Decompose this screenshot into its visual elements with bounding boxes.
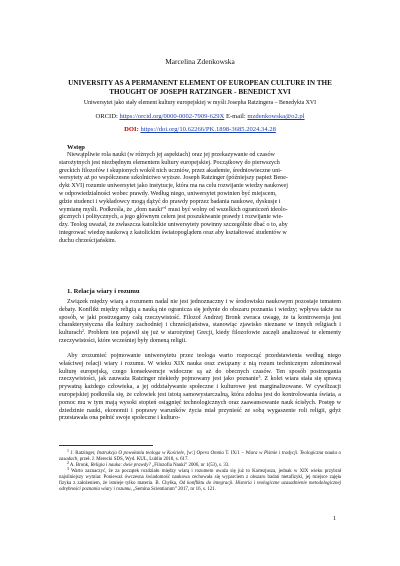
intro-line: w odpowiedzialności wobec prawdy. Według niego, uniwersytet powinien być miejscem, xyxy=(59,190,277,197)
footnotes xyxy=(59,451,341,493)
section-1-paragraph-2 xyxy=(59,353,341,423)
paragraph-text: . Z kolei wiara stała się sprawą prywatną każdego człowieka, a jej oddziaływanie społeczne i kulturowe jest marginalizowane. W cywilizacji europejskiej podkreśla się, że człowiek jest istotą samowystarczalną, która zdolna jest do kontrolowania świata, a pomoc mu w tym mają wysoki stopień osiągnięć technologicznych oraz zaawansowanie nauk ścisłych. Postęp w dziedzinie nauki, ekonomii i poprawy warunków życia miał przynieść ze sobą wygaszenie roli religii, gdyż przestawała ona pełnić swoje społeczne i kulturo- xyxy=(59,376,341,422)
intro-line: gicznych i politycznych, a jego głównym celem jest poszukiwanie prawdy i rozwijanie wie- xyxy=(59,214,284,221)
orcid-link[interactable]: https://orcid.org/0000-0002-7909-629X xyxy=(119,113,225,120)
footnote-mark: 1 xyxy=(67,449,69,453)
footnote-text: A. Bronk, xyxy=(68,463,91,468)
footnote-text: , [w:] xyxy=(183,451,197,456)
footnote-3 xyxy=(59,469,341,493)
intro-line: dzy. Teolog uważał, że zwłaszcza katolickie uniwersytety powinny szczególnie dbać o to, aby xyxy=(59,222,288,229)
title-line-1: UNIVERSITY AS A PERMANENT ELEMENT OF EUROPEAN CULTURE IN THE xyxy=(68,79,332,87)
intro-paragraph xyxy=(59,152,341,246)
title-line-2: THOUGHT OF JOSEPH RATZINGER - BENEDICT XVI xyxy=(109,88,291,96)
footnote-divider xyxy=(59,445,153,446)
intro-line: dykt XVI) rozumie uniwersytet jako instytucje, która ma na celu rozwijanie wiedzy naukowej xyxy=(59,183,288,190)
footnote-text: , „Semina Scientiarum” 2017, nr 16, s. 121. xyxy=(130,487,216,492)
footnote-italic: Instrukcja O powołaniu teologa w Kościele xyxy=(96,451,184,456)
intro-heading: Wstęp xyxy=(67,144,85,151)
footnote-italic: Opera Omnia xyxy=(196,451,224,456)
doi-label: DOI: xyxy=(124,126,139,133)
intro-line: duchu chrześcijańskim. xyxy=(59,237,117,244)
section-1-heading: 1. Relacja wiary i rozumu xyxy=(67,288,140,295)
intro-line: wersytety aż po współczesne szkolnictwo wyższe. Joseph Ratzinger (późniejszy papież Bene- xyxy=(59,175,288,182)
footnote-text: J. Ratzinger, xyxy=(68,451,97,456)
footnote-mark: 3 xyxy=(67,467,69,471)
footnote-ref-2[interactable]: 2 xyxy=(82,329,84,334)
paper-subtitle: Uniwersytet jako stały element kultury europejskiej w myśli Josepha Ratzingera – Benedykta XVI xyxy=(83,100,317,106)
footnote-text: T. IX/1 – xyxy=(223,451,246,456)
intro-line: musi być wolny od wszelkich ograniczeń ideolo- xyxy=(166,206,288,213)
paragraph-text: Aby zrozumieć pojmowanie uniwersytetu przez teologa warto rozpocząć przedstawienia według niego właściwej relacji wiary i rozumu. W wieku XIX nauka oraz związany z nią rozum technicznym zdominował kulturę europejską, czego konsekwencje widoczne są aż do obecnych czasów. Ten sposób postrzegania rzeczywistości, jak zauważa Ratzinger niekiedy pojmowany jest jako poznanie xyxy=(59,353,341,383)
orcid-email-line xyxy=(0,113,400,120)
footnote-1 xyxy=(59,451,341,463)
footnote-italic: Od konfliktu do integracji. Historia i teologiczne uzasadnienie metodologicznej odrębności poznania wiary i rozumu xyxy=(59,481,341,492)
paper-title xyxy=(44,79,356,97)
footnote-italic: Religia i nauka: dwie prawdy? xyxy=(90,463,151,468)
footnote-ref-3[interactable]: 3 xyxy=(258,375,261,380)
section-1-paragraph-1 xyxy=(59,299,341,346)
intro-line: Niewątpliwie rola nauki (w różnych jej aspektach) oraz jej przekazywanie od czasów xyxy=(67,152,275,158)
page-number: 1 xyxy=(333,515,337,522)
doi-link[interactable]: https://doi.org/10.62266/PK.1898-3685.2024.34.28 xyxy=(140,126,276,133)
intro-line: gdzie studenci i wykładowcy mogą dążyć do prawdy poprzez badania naukowe, dyskusje i xyxy=(59,198,281,205)
paragraph-text: Związek między wiarą a rozumem nadal nie jest jednoznaczny i w środowisku naukowym pozostaje tematem debaty. Konflikt między religią a nauką nie ogranicza się jedynie do obszaru poznania i wiedzy; wpływa także na sposób, w jaki postrzegamy całą rzeczywistość. Filozof Andrzej Bronk zwraca uwagę, że ta kontrowersja jest charakterystyczna dla kultury zachodniej i chrześcijaństwa, stanowiąc zjawisko nieznane w innych religiach i kulturach xyxy=(59,299,341,337)
footnote-text: , przeł. J. Merecki SDS, Wyd. KUL, Lublin 2018, s. 617. xyxy=(77,457,189,462)
email-label: E-mail: xyxy=(225,113,246,120)
footnote-text: „Filozofia Nauki” 2006, nr 1(53), s. 33. xyxy=(150,463,230,468)
orcid-label: ORCID: xyxy=(95,113,118,120)
intro-line: greckich filozofów i skupionych wokół nich uczniów, przez akademie, średniowieczne uni- xyxy=(59,167,282,174)
intro-line-with-footnote xyxy=(59,207,341,215)
email-link[interactable]: mzdenkowska@o2.pl xyxy=(247,113,305,120)
intro-line: wymianę myśli. Podkreśla, że „dom nauki” xyxy=(59,206,165,213)
footnote-italic: Wiara w Piśmie i tradycji. Teologiczna nauka o zasadach xyxy=(59,451,341,462)
paragraph-text: . Problem ten pojawił się już w starożytnej Grecji, kiedy filozofowie zaczęli analizować te elementy rzeczywistości, które wcześniej były domeną religii. xyxy=(59,330,341,344)
footnote-ref-1[interactable]: 1 xyxy=(164,205,167,210)
doi-line xyxy=(0,126,400,133)
footnote-text: Warto zaznaczyć, że za początek rozdziału między wiarą i rozumem uważa się już to Kartezjusza, jednak w XIX wieku przybrał najsilniejszy wymiar. Ponieważ ówczesna świadomość naukowa cechowała się wyparciem z obszaru badań metafizyki, jej miejsce zajęła fizyka z założeniem, że istnieje tylko materia. B. Chyłka, xyxy=(59,469,341,486)
intro-line: starożytnych jest niezbędnym elementem kultury europejskiej. Początkowy do pierwszych xyxy=(59,159,280,166)
footnote-mark: 2 xyxy=(67,461,69,465)
author-name: Marcelina Zdenkowska xyxy=(165,57,235,66)
intro-line: integrować wiedzę naukową z katolickim światopoglądem oraz aby kształtować studentów w xyxy=(59,229,287,236)
